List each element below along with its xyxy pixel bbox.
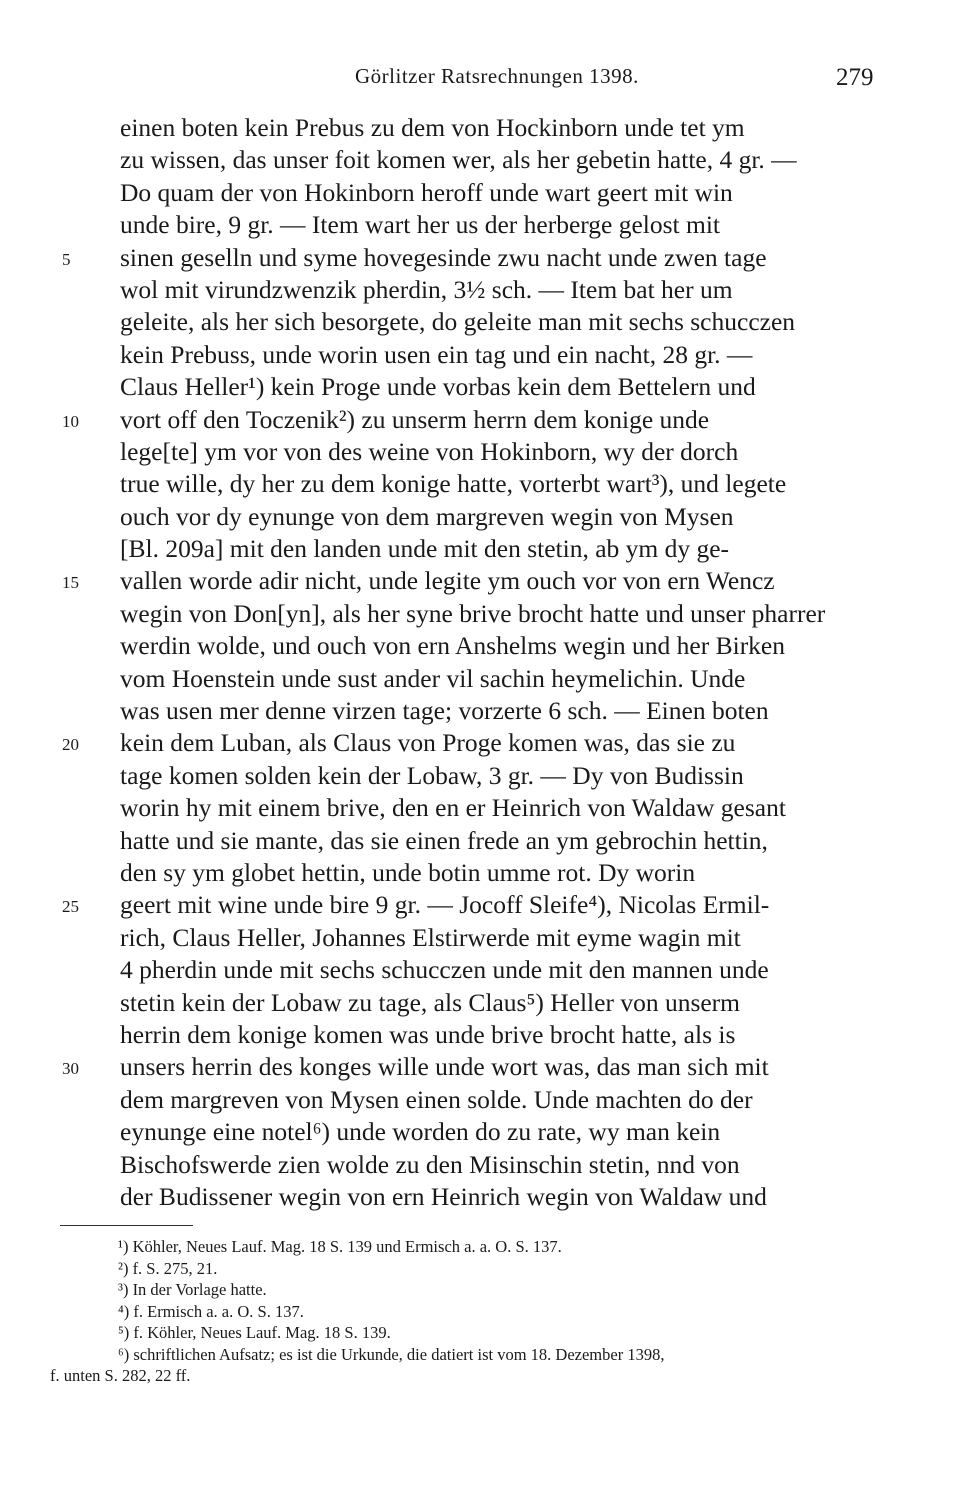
line-text: geert mit wine unde bire 9 gr. — Jocoff Sleife⁴), Nicolas Ermil- <box>120 890 770 920</box>
line-text: kein Prebuss, unde worin usen ein tag und ein nacht, 28 gr. — <box>120 339 753 369</box>
text-line <box>0 533 960 565</box>
text-line <box>0 177 960 209</box>
text-line <box>0 1116 960 1148</box>
line-text: Claus Heller¹) kein Proge unde vorbas kein dem Bettelern und <box>120 372 756 402</box>
footnote <box>0 1279 960 1301</box>
text-line <box>0 274 960 306</box>
line-text: ouch vor dy eynunge von dem margreven wegin von Mysen <box>120 501 734 531</box>
line-text: vort off den Toczenik²) zu unserm herrn dem konige unde <box>120 404 710 434</box>
footnote <box>0 1365 960 1387</box>
line-text: unde bire, 9 gr. — Item wart her us der herberge gelost mit <box>120 210 721 240</box>
line-text: was usen mer denne virzen tage; vorzerte 6 sch. — Einen boten <box>120 696 769 726</box>
line-text: Do quam der von Hokinborn heroff unde wart geert mit win <box>120 177 733 207</box>
text-line <box>0 242 960 274</box>
line-text: geleite, als her sich besorgete, do geleite man mit sechs schucczen <box>120 307 796 337</box>
line-text: Bischofswerde zien wolde zu den Misinschin stetin, nnd von <box>120 1149 740 1179</box>
line-text: lege[te] ym vor von des weine von Hokinborn, wy der dorch <box>120 436 739 466</box>
line-text: werdin wolde, und ouch von ern Anshelms wegin und her Birken <box>120 631 786 661</box>
text-line <box>0 663 960 695</box>
line-number: 30 <box>62 1059 79 1079</box>
body-text <box>0 112 960 1213</box>
text-line <box>0 144 960 176</box>
text-line <box>0 857 960 889</box>
text-line <box>0 436 960 468</box>
text-line <box>0 371 960 403</box>
footnote-text: ⁶) schriftlichen Aufsatz; es ist die Urkunde, die datiert ist vom 18. Dezember 1398, <box>118 1344 665 1364</box>
line-text: vallen worde adir nicht, unde legite ym ouch vor von ern Wencz <box>120 566 775 596</box>
footnote <box>0 1258 960 1280</box>
line-text: sinen geselln und syme hovegesinde zwu nacht unde zwen tage <box>120 242 767 272</box>
line-text: dem margreven von Mysen einen solde. Unde machten do der <box>120 1084 753 1114</box>
line-text: einen boten kein Prebus zu dem von Hockinborn unde tet ym <box>120 113 745 142</box>
line-number: 15 <box>62 573 79 593</box>
line-text: unsers herrin des konges wille unde wort was, das man sich mit <box>120 1052 769 1082</box>
text-line <box>0 404 960 436</box>
line-text: zu wissen, das unser foit komen wer, als her gebetin hatte, 4 gr. — <box>120 145 797 175</box>
text-line <box>0 501 960 533</box>
line-text: vom Hoenstein unde sust ander vil sachin heymelichin. Unde <box>120 663 746 693</box>
footnote <box>0 1322 960 1344</box>
text-line <box>0 1019 960 1051</box>
line-text: kein dem Luban, als Claus von Proge komen was, das sie zu <box>120 728 736 758</box>
footnote <box>0 1301 960 1323</box>
text-line <box>0 792 960 824</box>
line-text: tage komen solden kein der Lobaw, 3 gr. — Dy von Budissin <box>120 760 744 790</box>
line-text: wegin von Don[yn], als her syne brive brocht hatte und unser pharrer <box>120 598 826 628</box>
footnote-text: f. unten S. 282, 22 ff. <box>50 1366 191 1385</box>
footnote-separator <box>60 1225 193 1226</box>
line-number: 20 <box>62 735 79 755</box>
text-line <box>0 1149 960 1181</box>
text-line <box>0 1181 960 1213</box>
text-line <box>0 1084 960 1116</box>
line-text: [Bl. 209a] mit den landen unde mit den stetin, ab ym dy ge- <box>120 534 730 564</box>
footnote-text: ²) f. S. 275, 21. <box>118 1258 218 1278</box>
line-text: true wille, dy her zu dem konige hatte, vorterbt wart³), und legete <box>120 469 787 499</box>
line-number: 5 <box>62 249 71 269</box>
footnote-text: ⁵) f. Köhler, Neues Lauf. Mag. 18 S. 139. <box>118 1323 391 1342</box>
line-text: den sy ym globet hettin, unde botin umme rot. Dy worin <box>120 857 696 887</box>
text-line <box>0 598 960 630</box>
text-line <box>0 112 960 144</box>
text-line <box>0 565 960 597</box>
line-number: 25 <box>62 897 79 917</box>
footnote-text: ¹) Köhler, Neues Lauf. Mag. 18 S. 139 und Ermisch a. a. O. S. 137. <box>118 1237 562 1256</box>
line-text: der Budissener wegin von ern Heinrich wegin von Waldaw und <box>120 1181 767 1211</box>
text-line <box>0 727 960 759</box>
text-line <box>0 209 960 241</box>
running-head <box>0 64 960 94</box>
text-line <box>0 630 960 662</box>
line-text: hatte und sie mante, das sie einen frede an ym gebrochin hettin, <box>120 825 768 855</box>
text-line <box>0 954 960 986</box>
text-line <box>0 468 960 500</box>
footnote <box>0 1236 960 1258</box>
footnote-text: ³) In der Vorlage hatte. <box>118 1280 267 1299</box>
text-line <box>0 889 960 921</box>
running-title: Görlitzer Ratsrechnungen 1398. <box>355 64 639 88</box>
line-text: stetin kein der Lobaw zu tage, als Claus⁵) Heller von unserm <box>120 987 741 1017</box>
text-line <box>0 306 960 338</box>
text-line <box>0 760 960 792</box>
page-number: 279 <box>836 64 874 91</box>
footnote <box>0 1344 960 1366</box>
text-line <box>0 825 960 857</box>
text-line <box>0 987 960 1019</box>
text-line <box>0 922 960 954</box>
line-text: rich, Claus Heller, Johannes Elstirwerde mit eyme wagin mit <box>120 922 741 952</box>
footnote-text: ⁴) f. Ermisch a. a. O. S. 137. <box>118 1301 304 1321</box>
line-number: 10 <box>62 411 79 431</box>
line-text: wol mit virundzwenzik pherdin, 3½ sch. — Item bat her um <box>120 274 733 304</box>
line-text: 4 pherdin unde mit sechs schucczen unde mit den mannen unde <box>120 955 769 985</box>
line-text: herrin dem konige komen was unde brive brocht hatte, als is <box>120 1019 736 1049</box>
text-line <box>0 695 960 727</box>
text-line <box>0 1051 960 1083</box>
footnotes <box>0 1236 960 1387</box>
line-text: worin hy mit einem brive, den en er Heinrich von Waldaw gesant <box>120 793 786 823</box>
line-text: eynunge eine notel⁶) unde worden do zu rate, wy man kein <box>120 1117 721 1147</box>
text-line <box>0 339 960 371</box>
